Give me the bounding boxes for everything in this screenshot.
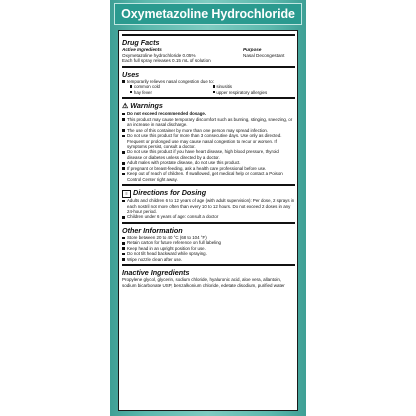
ingredient-purpose: Nasal Decongestant [243, 52, 285, 58]
list-item: Wipe nozzle clean after use. [122, 257, 295, 262]
list-item: sinusitis [213, 84, 296, 90]
list-item: Do not exceed recommended dosage. [122, 111, 295, 116]
list-item: hay fever [130, 90, 213, 96]
list-item: common cold [130, 84, 213, 90]
list-item: Keep out of reach of children. If swallowed, get medical help or contact a Poison Control Center right away. [122, 171, 295, 182]
purpose-heading: Purpose [243, 47, 262, 52]
list-item: Retain carton for future reference on full labeling [122, 240, 295, 245]
active-ingredients-heading: Active Ingredients [122, 47, 162, 52]
list-item: upper respiratory allergies [213, 90, 296, 96]
list-item: Do not use this product for more than 3 consecutive days. Use only as directed. Frequent or prolonged use may cause nasal congestion to recur or worsen. If symptoms persist, consult a doctor. [122, 133, 295, 149]
drug-facts-box [118, 30, 298, 411]
warnings-section [122, 97, 295, 182]
inactive-ingredients-title: Inactive Ingredients [122, 268, 190, 278]
bullet-icon [130, 85, 132, 87]
list-item: The use of this container by more than one person may spread infection. [122, 128, 295, 133]
list-item: This product may cause temporary discomfort such as burning, stinging, sneezing, or an increase in nasal discharge. [122, 117, 295, 128]
label-panel [110, 0, 306, 416]
warnings-title: ⚠ Warnings [122, 101, 163, 111]
drug-facts-title: Drug Facts [122, 38, 160, 47]
product-name-banner: Oxymetazoline Hydrochloride [114, 3, 302, 25]
directions-section [122, 184, 295, 220]
inactive-ingredients-section [122, 264, 295, 288]
ingredient-name: Oxymetazoline hydrochloride 0.05% [122, 52, 196, 58]
list-item: Adults and children 6 to 12 years of age (with adult supervision): Per dose, 2 sprays in each nostril not more often than every 10 to 12 hours. Do not exceed 2 doses in any 24-hour period. [122, 198, 295, 214]
list-item: Keep head in an upright position for use. [122, 246, 295, 251]
inactive-ingredients-text: Propylene glycol, glycerin, sodium chloride, hyaluronic acid, aloe vera, allantoin, sodium bicarbonate USP, benzalkonium chloride, edetate disodium, purified water [122, 277, 285, 288]
uses-section [122, 66, 295, 95]
directions-title: ≡ Directions for Dosing [122, 188, 295, 198]
list-item: Do not use this product if you have heart disease, high blood pressure, thyroid disease or diabetes unless directed by a doctor. [122, 149, 295, 160]
bullet-icon [213, 85, 215, 87]
bullet-icon [130, 91, 132, 93]
drug-facts-section [122, 34, 295, 64]
bullet-icon [213, 91, 215, 93]
uses-title: Uses [122, 69, 140, 79]
dropper-icon: ≡ [122, 190, 131, 198]
list-item: Adult males with prostate disease, do not use this product. [122, 160, 295, 165]
other-information-section [122, 222, 295, 262]
warning-triangle-icon: ⚠ [122, 103, 129, 111]
list-item: Children under 6 years of age: consult a doctor [122, 214, 295, 219]
other-information-title: Other Information [122, 225, 183, 235]
uses-intro: temporarily relieves nasal congestion due to: [122, 79, 295, 84]
uses-list [122, 84, 295, 95]
list-item: Store between 20 to 40 °C (68 to 104 °F) [122, 235, 295, 240]
list-item: Do not tilt head backward while spraying. [122, 251, 295, 256]
list-item: If pregnant or breast-feeding, ask a health care professional before use. [122, 166, 295, 171]
spray-note: Each full spray releases 0.15 mL of solution [122, 58, 211, 64]
